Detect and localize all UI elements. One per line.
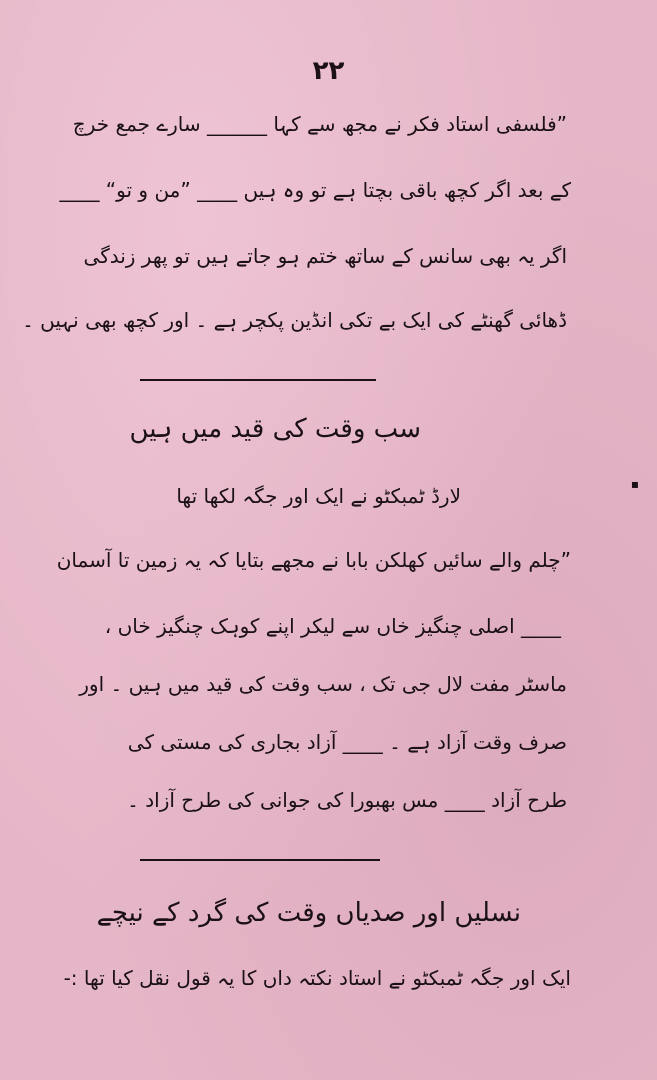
paragraph-line: ڈھائی گھنٹے کی ایک بے تکی انڈین پکچر ہے ۔ اور کچھ بھی نہیں ۔ bbox=[22, 308, 567, 332]
section-heading: سب وقت کی قید میں ہیں bbox=[129, 414, 421, 444]
paragraph-line: ”چلم والے سائیں کھلکن بابا نے مجھے بتایا کہ یہ زمین تا آسمان bbox=[56, 548, 571, 572]
section-divider bbox=[140, 379, 376, 381]
paragraph-line: اگر یہ بھی سانس کے ساتھ ختم ہو جاتے ہیں تو پھر زندگی bbox=[83, 244, 567, 268]
section-intro: ایک اور جگہ ٹمبکٹو نے استاد نکتہ داں کا یہ قول نقل کیا تھا :- bbox=[63, 966, 571, 990]
section-intro: لارڈ ٹمبکٹو نے ایک اور جگہ لکھا تھا bbox=[176, 484, 461, 508]
paragraph-line: صرف وقت آزاد ہے ۔ ____ آزاد بجاری کی مستی کی bbox=[127, 730, 567, 754]
margin-mark: ▪ bbox=[630, 477, 639, 491]
paragraph-line: ماسٹر مفت لال جی تک ، سب وقت کی قید میں ہیں ۔ اور bbox=[79, 672, 567, 696]
paragraph-line: ____ اصلی چنگیز خاں سے لیکر اپنے کوہک چنگیز خاں ، bbox=[104, 614, 561, 638]
page-number: ۲۲ bbox=[312, 56, 345, 86]
section-divider bbox=[140, 859, 380, 861]
paragraph-line: طرح آزاد ____ مس بھبورا کی جوانی کی طرح آزاد ۔ bbox=[127, 788, 567, 812]
paragraph-line: ”فلسفی استاد فکر نے مجھ سے کہا ______ سارے جمع خرچ bbox=[72, 112, 567, 136]
paragraph-line: کے بعد اگر کچھ باقی بچتا ہے تو وہ ہیں ____ ”من و تو“ ____ bbox=[59, 178, 571, 202]
section-heading: نسلیں اور صدیاں وقت کی گرد کے نیچے bbox=[96, 898, 521, 928]
